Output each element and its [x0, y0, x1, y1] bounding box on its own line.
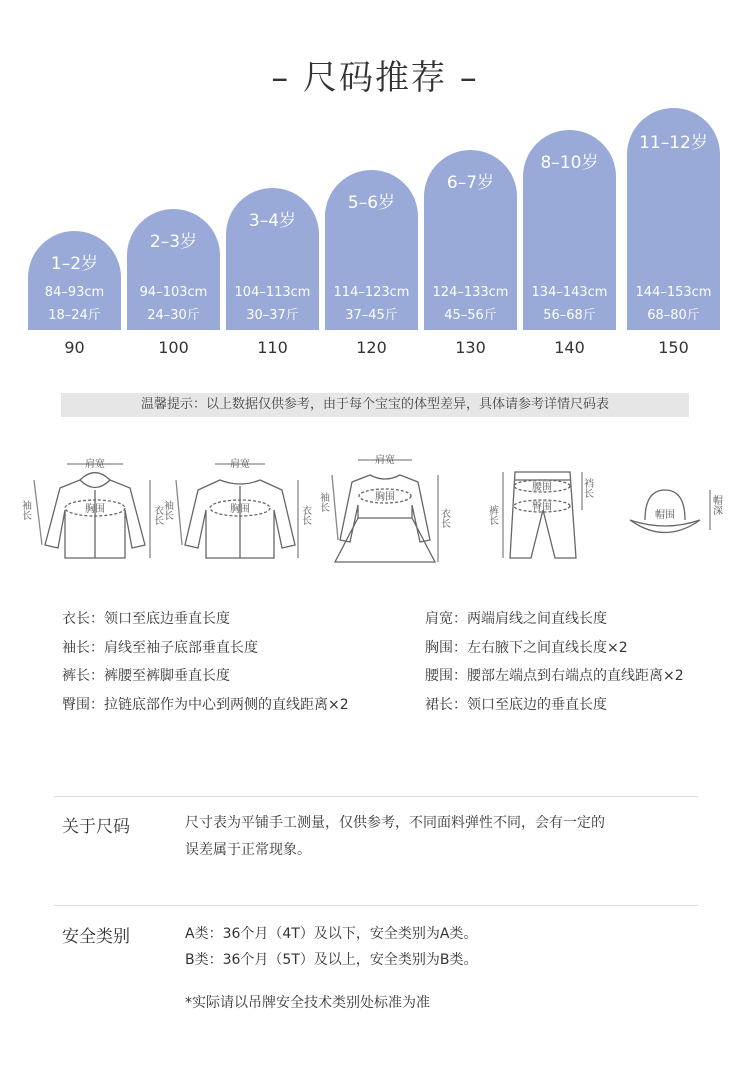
safety-label: 安全类别	[62, 927, 130, 947]
weight-range: 68–80斤	[647, 308, 700, 323]
height-range: 134–143cm	[531, 285, 608, 300]
age-label: 2–3岁	[149, 232, 198, 252]
hat-icon	[630, 490, 723, 533]
label-length: 衣长	[151, 505, 163, 525]
size-number: 110	[257, 338, 288, 357]
definition-item: 胸围：左右腋下之间直线长度×2	[425, 640, 628, 656]
age-label: 5–6岁	[347, 193, 396, 213]
label-sleeve: 袖长	[20, 500, 31, 520]
definition-item: 裤长：裤腰至裤脚垂直长度	[62, 668, 230, 684]
age-label: 8–10岁	[540, 153, 599, 173]
safety-line-2: B类：36个月（5T）及以上，安全类别为B类。	[185, 952, 478, 968]
label-chest: 胸围	[85, 504, 105, 515]
definition-item: 衣长：领口至底边垂直长度	[62, 611, 230, 627]
label-sleeve: 袖长	[317, 492, 329, 512]
definition-item: 腰围：腰部左端点到右端点的直线距离×2	[425, 668, 684, 684]
size-bar	[627, 108, 720, 330]
size-bar	[325, 170, 418, 330]
definition-item: 肩宽：两端肩线之间直线长度	[425, 611, 607, 627]
label-sleeve: 袖长	[161, 500, 173, 520]
label-length: 衣长	[299, 505, 311, 525]
label-crotch: 裆长	[581, 478, 593, 498]
weight-range: 18–24斤	[48, 308, 101, 323]
label-shoulder: 肩宽	[85, 459, 105, 470]
age-label: 1–2岁	[50, 254, 99, 274]
age-label: 3–4岁	[248, 211, 297, 231]
definition-item: 裙长：领口至底边的垂直长度	[425, 697, 607, 713]
definition-item: 袖长：肩线至袖子底部垂直长度	[62, 640, 258, 656]
label-hat-circ: 帽围	[655, 510, 675, 521]
weight-range: 45–56斤	[444, 308, 497, 323]
label-shoulder: 肩宽	[375, 455, 395, 466]
weight-range: 24–30斤	[147, 308, 200, 323]
dress-icon	[318, 453, 451, 562]
cardigan-icon	[162, 457, 312, 558]
label-length: 衣长	[438, 508, 450, 528]
height-range: 94–103cm	[139, 285, 208, 300]
label-hat-depth: 帽深	[710, 495, 722, 515]
label-hip: 臀围	[532, 502, 552, 513]
page-title: – 尺码推荐 –	[271, 58, 479, 98]
size-number: 120	[356, 338, 387, 357]
size-number: 90	[64, 338, 85, 357]
about-line-1: 尺寸表为平铺手工测量，仅供参考，不同面料弹性不同，会有一定的	[185, 815, 605, 831]
footnote: *实际请以吊牌安全技术类别处标准为准	[185, 995, 430, 1011]
weight-range: 37–45斤	[345, 308, 398, 323]
measurement-illustrations	[20, 450, 740, 580]
size-bar	[226, 188, 319, 330]
height-range: 84–93cm	[44, 285, 105, 300]
age-label: 11–12岁	[639, 133, 708, 153]
safety-line-1: A类：36个月（4T）及以下，安全类别为A类。	[185, 926, 478, 942]
size-number: 130	[455, 338, 486, 357]
size-number-row	[0, 338, 750, 360]
divider	[54, 796, 698, 797]
tip-banner: 温馨提示：以上数据仅供参考，由于每个宝宝的体型差异，具体请参考详情尺码表	[61, 393, 689, 417]
label-pants-length: 裤长	[486, 505, 498, 525]
about-label: 关于尺码	[62, 817, 130, 837]
size-chart	[0, 0, 750, 360]
about-line-2: 误差属于正常现象。	[185, 842, 311, 858]
size-number: 150	[658, 338, 689, 357]
weight-range: 56–68斤	[543, 308, 596, 323]
size-bar	[424, 150, 517, 330]
size-number: 100	[158, 338, 189, 357]
definition-item: 臀围：拉链底部作为中心到两侧的直线距离×2	[62, 697, 349, 713]
label-waist: 腰围	[532, 482, 552, 493]
size-bar	[523, 130, 616, 330]
height-range: 114–123cm	[333, 285, 410, 300]
height-range: 124–133cm	[432, 285, 509, 300]
label-shoulder: 肩宽	[230, 459, 250, 470]
label-chest: 胸围	[230, 504, 250, 515]
height-range: 104–113cm	[234, 285, 311, 300]
divider	[54, 905, 698, 906]
hooded-jacket-icon	[20, 457, 164, 558]
age-label: 6–7岁	[446, 173, 495, 193]
size-number: 140	[554, 338, 585, 357]
pants-icon	[487, 472, 594, 558]
weight-range: 30–37斤	[246, 308, 299, 323]
size-bar	[28, 231, 121, 330]
size-bar	[127, 209, 220, 330]
height-range: 144–153cm	[635, 285, 712, 300]
label-chest: 胸围	[375, 492, 395, 503]
